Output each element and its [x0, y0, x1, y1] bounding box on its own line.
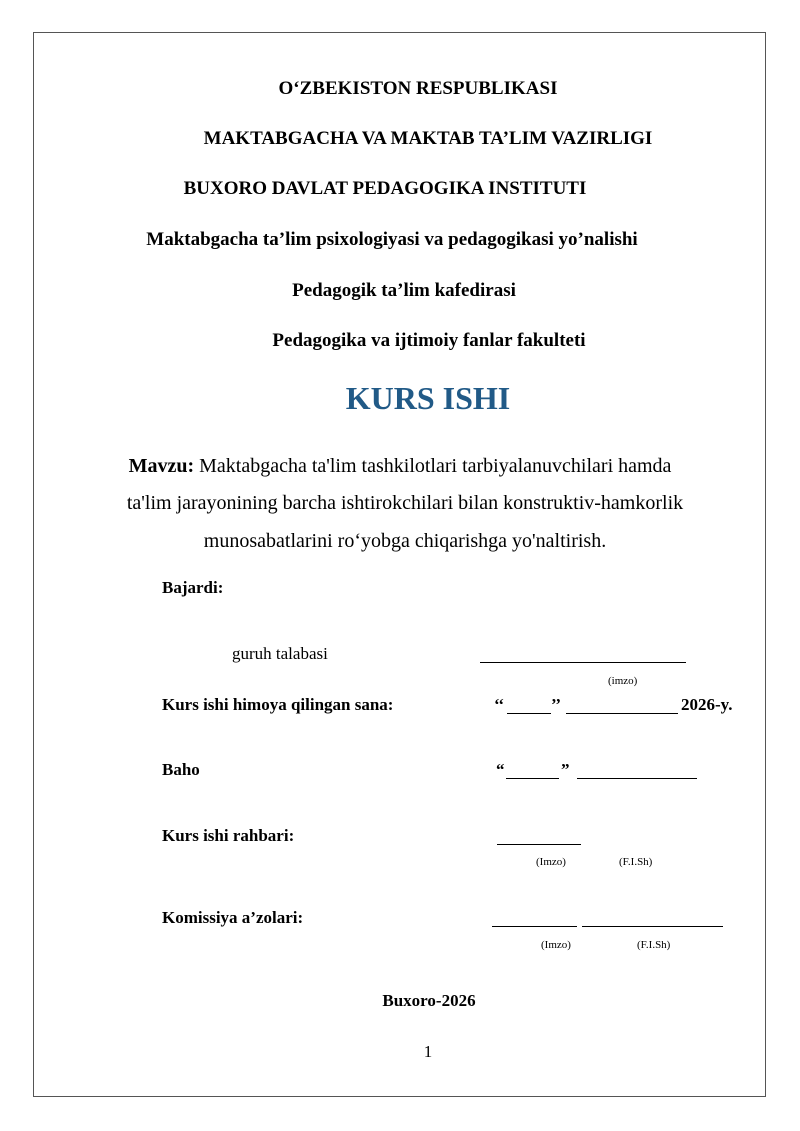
year-suffix: 2026-y. — [681, 695, 733, 714]
topic-label: Mavzu: — [128, 455, 195, 477]
specialty-heading: Maktabgacha ta’lim psixologiyasi va pedagogikasi yo’nalishi — [146, 229, 638, 250]
signature-line[interactable] — [480, 662, 686, 663]
page-number: 1 — [423, 1042, 433, 1061]
commission-sign-caption: (Imzo) — [541, 939, 571, 951]
topic-line-1 — [0, 448, 800, 484]
done-by-label: Bajardi: — [162, 578, 224, 597]
city-year: Buxoro-2026 — [382, 991, 476, 1010]
commission-name-caption: (F.I.Sh) — [637, 939, 671, 951]
ministry-heading: MAKTABGACHA VA MAKTAB TA’LIM VAZIRLIGI — [203, 128, 653, 149]
grade-open-quote: “ — [496, 760, 505, 779]
commission-sign-line[interactable] — [492, 926, 577, 927]
signature-caption: (imzo) — [608, 675, 638, 687]
group-student-label: guruh talabasi — [232, 644, 328, 663]
document-title: KURS ISHI — [345, 380, 511, 416]
faculty-heading: Pedagogika va ijtimoiy fanlar fakulteti — [272, 330, 586, 351]
country-heading: O‘ZBEKISTON RESPUBLIKASI — [278, 78, 558, 99]
commission-name-line[interactable] — [582, 926, 723, 927]
defense-date-label: Kurs ishi himoya qilingan sana: — [162, 695, 394, 714]
grade-text-line[interactable] — [577, 778, 697, 779]
supervisor-name-caption: (F.I.Sh) — [619, 856, 653, 868]
supervisor-sign-line[interactable] — [497, 844, 581, 845]
date-month-line[interactable] — [566, 713, 678, 714]
institute-heading: BUXORO DAVLAT PEDAGOGIKA INSTITUTI — [183, 178, 587, 199]
date-day-line[interactable] — [507, 713, 551, 714]
grade-label: Baho — [162, 760, 200, 779]
supervisor-sign-caption: (Imzo) — [536, 856, 566, 868]
date-open-quote: ‘‘ — [494, 695, 505, 714]
topic-line-3: munosabatlarini ro‘yobga chiqarishga yo'naltirish. — [203, 530, 607, 552]
topic-text-1: Maktabgacha ta'lim tashkilotlari tarbiyalanuvchilari hamda — [194, 455, 672, 477]
grade-close-quote: ” — [561, 760, 570, 779]
commission-label: Komissiya a’zolari: — [162, 908, 304, 927]
topic-line-2: ta'lim jarayonining barcha ishtirokchilari bilan konstruktiv-hamkorlik — [126, 492, 684, 514]
grade-number-line[interactable] — [506, 778, 559, 779]
department-heading: Pedagogik ta’lim kafedirasi — [292, 280, 516, 301]
supervisor-label: Kurs ishi rahbari: — [162, 826, 295, 845]
date-close-quote: ’’ — [551, 695, 562, 714]
